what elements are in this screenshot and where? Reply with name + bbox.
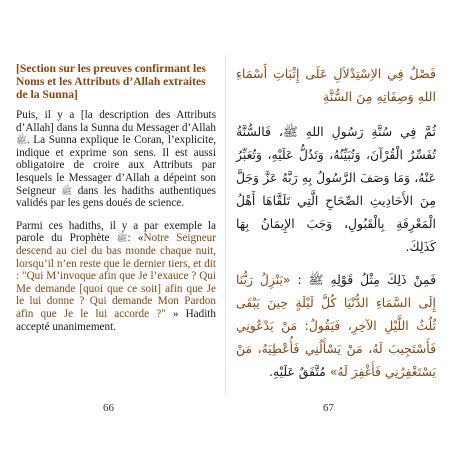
section-heading-ar: فَصْلٌ فِي الاِسْتِدْلاَلِ عَلَى إِثْبَاتِ أَسْمَاءِ اللهِ وَصِفَاتِهِ مِنَ السُّنَّةِ: [236, 66, 436, 104]
page-gutter: [225, 55, 226, 395]
p1-text-b: . La Sunna explique le Coran, l’explicite, indique et exprime son sens. Il est aussi obligatoire de croire aux Attributs par lesquels le Messager d’Allah a dépeint son Seigneur: [16, 134, 216, 197]
right-page: [236, 62, 436, 392]
page-number-left: 66: [103, 402, 114, 414]
left-page: [16, 62, 216, 392]
paragraph-1-ar: ثُمَّ فِي سُنَّةِ رَسُولِ اللهِ ﷺ، فَالسُّنَّةُ تُفَسِّرُ الْقُرْآنَ، وَتُبَيِّنُهُ، وَتَدُلُّ عَلَيْهِ، وَتُعَبِّرُ عَنْهُ، وَمَا وَصَفَ الرَّسُولُ بِهِ رَبَّهُ عَزَّ وَجَلَّ مِنَ الأَحَادِيثِ الصِّحَاحِ الَّتِي تَلَقَّاهَا أَهْلُ الْمَعْرِفَةِ بِالْقَبُولِ، وَجَبَ الإِيمَانُ بِهَا كَذَلِكَ.: [236, 124, 436, 254]
p2-text-b: : «: [127, 232, 144, 245]
section-heading-fr: [Section sur les preuves confirmant les Noms et les Attributs d’Allah extraites de la Sunna]: [16, 62, 206, 101]
paragraph-1-fr: [16, 109, 216, 210]
paragraph-2-ar: [236, 268, 436, 383]
p2-end-ar: مُتَّفَقٌ عَلَيْهِ.: [269, 364, 326, 379]
p2-intro-ar: فَمِنْ ذَلِكَ مِثْلُ قَوْلِهِ ﷺ :: [297, 272, 436, 287]
p1-text-a: Puis, il y a [la description des Attributs d’Allah] dans la Sunna du Messager d’Allah: [16, 109, 216, 134]
hadith-quote-fr: Notre Seigneur descend au ciel du bas monde chaque nuit, lorsqu’il n’en reste que le dernier tiers, et dit : "Qui M’invoque afin que Je l’exauce ? Qui Me demande [quoi que ce soit] afin que Je le lui donne ? Qui demande Mon Pardon afin que Je le lui accorde ?": [16, 232, 216, 320]
hadith-quote-ar: «يَنْزِلُ رَبُّنَا إِلَى السَّمَاءِ الدُّنْيَا كُلَّ لَيْلَةٍ حِينَ يَبْقَى ثُلُثُ اللَّيْلِ الآخِرِ، فَيَقُولُ: مَنْ يَدْعُونِي فَأَسْتَجِيبَ لَهُ، مَنْ يَسْأَلُنِي فَأُعْطِيَهُ، مَنْ يَسْتَغْفِرُنِي فَأَغْفِرَ لَهُ»: [236, 272, 436, 379]
salutation-seal-icon: ﷺ: [61, 185, 73, 196]
salutation-seal-icon: ﷺ: [116, 233, 128, 244]
p2-text-c: » Hadith accepté unanimement.: [16, 307, 217, 333]
page-number-right: 67: [323, 402, 334, 414]
paragraph-2-fr: [16, 220, 216, 333]
p1-text-c: dans les hadiths authentiques validés par les gens doués de science.: [16, 184, 217, 210]
salutation-seal-icon: ﷺ: [16, 135, 27, 146]
p2-text-a: Parmi ces hadiths, il y a par exemple la parole du Prophète: [16, 219, 216, 245]
